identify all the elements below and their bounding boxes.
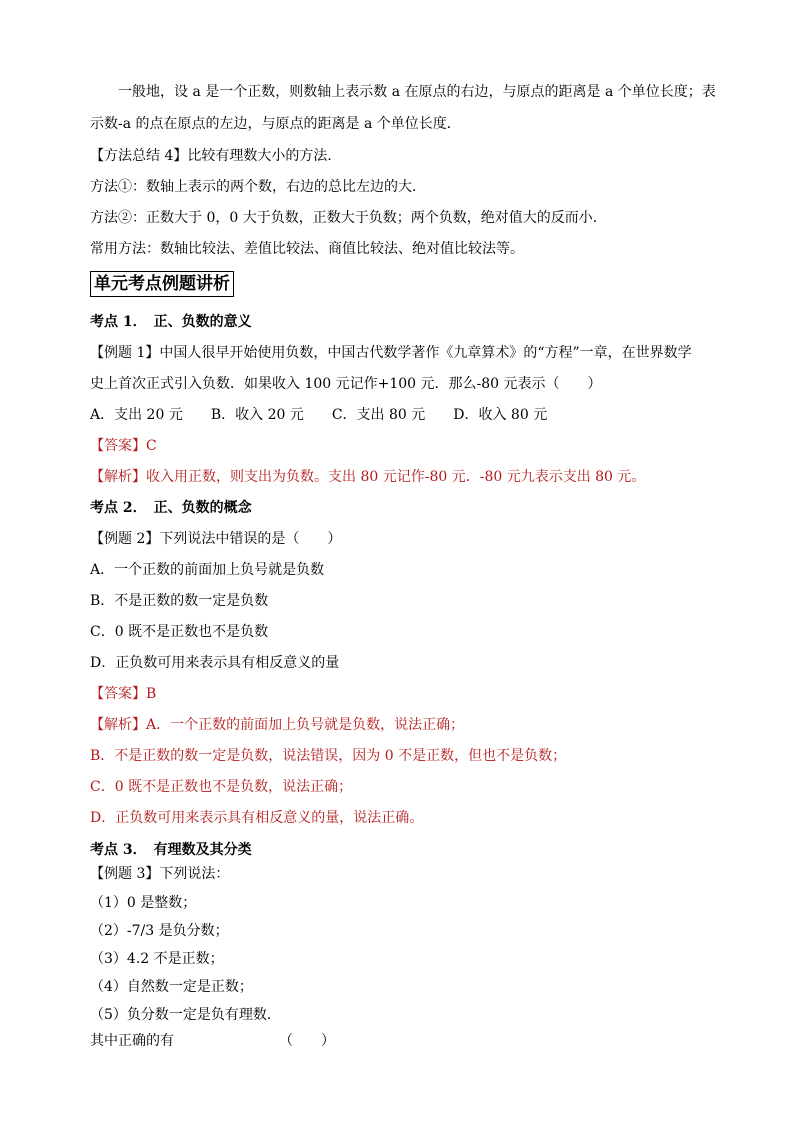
- statement-4: （4）自然数一定是正数；: [90, 979, 253, 995]
- method-2: 方法②：正数大于 0，0 大于负数，正数大于负数；两个负数，绝对值大的反而小．: [90, 210, 607, 226]
- method-1: 方法①：数轴上表示的两个数，右边的总比左边的大．: [90, 179, 426, 195]
- intro-line-2: 示数-a 的点在原点的左边，与原点的距离是 a 个单位长度．: [90, 116, 461, 132]
- intro-line-1: 一般地，设 a 是一个正数，则数轴上表示数 a 在原点的右边，与原点的距离是 a 个单位长度；表: [118, 84, 716, 100]
- example-3-question: 【例题 3】下列说法：: [90, 866, 230, 882]
- example-2-analysis-c: C．0 既不是正数也不是负数，说法正确；: [90, 779, 353, 795]
- example-1-options: A．支出 20 元 B．收入 20 元 C．支出 80 元 D．收入 80 元: [90, 407, 548, 423]
- example-2-analysis-d: D．正负数可用来表示具有相反意义的量，说法正确。: [90, 810, 424, 826]
- example-2-option-a: A．一个正数的前面加上负号就是负数: [90, 562, 325, 578]
- statement-1: （1）0 是整数；: [90, 895, 197, 911]
- example-2-analysis-b: B．不是正数的数一定是负数，说法错误，因为 0 不是正数，但也不是负数；: [90, 748, 567, 764]
- statement-3: （3）4.2 不是正数；: [90, 951, 224, 967]
- topic-2-title: 考点 2． 正、负数的概念: [90, 500, 252, 516]
- example-2-option-c: C．0 既不是正数也不是负数: [90, 624, 269, 640]
- example-1-answer: 【答案】C: [90, 438, 157, 454]
- example-1-line-2: 史上首次正式引入负数．如果收入 100 元记作+100 元．那么-80 元表示（ ）: [90, 376, 602, 392]
- method-summary-title: 【方法总结 4】比较有理数大小的方法．: [90, 148, 342, 164]
- example-3-final-question: 其中正确的有 （ ）: [90, 1033, 335, 1049]
- example-2-option-d: D．正负数可用来表示具有相反意义的量: [90, 655, 340, 671]
- topic-3-title: 考点 3． 有理数及其分类: [90, 842, 252, 858]
- statement-2: （2）-7/3 是负分数；: [90, 923, 229, 939]
- statement-5: （5）负分数一定是负有理数．: [90, 1007, 281, 1023]
- example-2-question: 【例题 2】下列说法中错误的是（ ）: [90, 531, 342, 547]
- example-1-line-1: 【例题 1】中国人很早开始使用负数，中国古代数学著作《九章算术》的“方程”一章，在世界数学: [90, 345, 692, 361]
- example-2-answer: 【答案】B: [90, 686, 157, 702]
- example-2-analysis-a: 【解析】A．一个正数的前面加上负号就是负数，说法正确；: [90, 717, 465, 733]
- topic-1-title: 考点 1． 正、负数的意义: [90, 314, 252, 330]
- example-2-option-b: B．不是正数的数一定是负数: [90, 593, 269, 609]
- common-methods: 常用方法：数轴比较法、差值比较法、商值比较法、绝对值比较法等。: [90, 241, 524, 257]
- section-heading: 单元考点例题讲析: [90, 271, 234, 297]
- example-1-analysis: 【解析】收入用正数，则支出为负数。支出 80 元记作-80 元．-80 元九表示支出 80 元。: [90, 469, 646, 485]
